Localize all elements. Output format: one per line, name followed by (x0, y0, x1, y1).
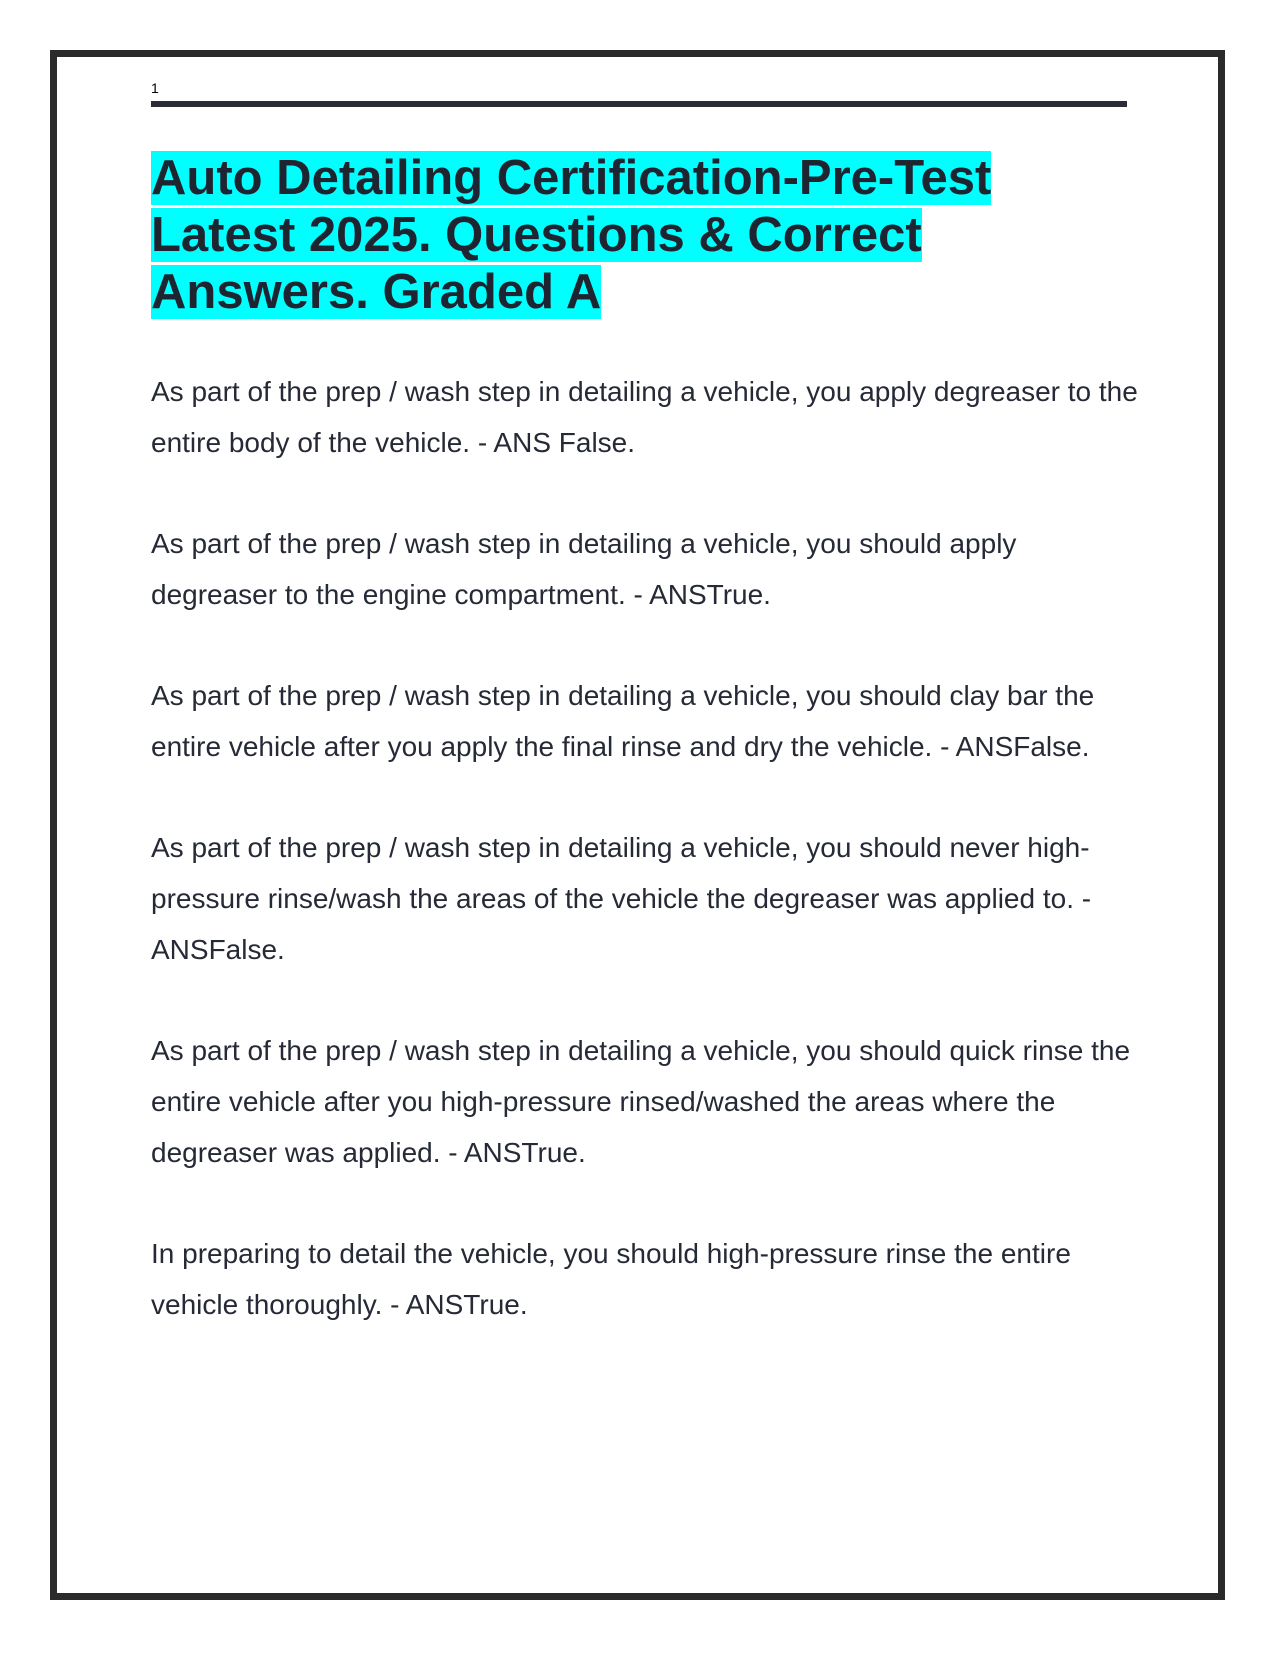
qa-item: As part of the prep / wash step in detailing a vehicle, you apply degreaser to the entire body of the vehicle. - ANS False. (151, 376, 1138, 458)
qa-item: As part of the prep / wash step in detailing a vehicle, you should never high-pressure rinse/wash the areas of the vehicle the degreaser was applied to. - ANSFalse. (151, 832, 1092, 965)
document-title-text: Auto Detailing Certification-Pre-Test Latest 2025. Questions & Correct Answers. Graded A (151, 151, 992, 319)
qa-list (151, 366, 1141, 1380)
qa-item: As part of the prep / wash step in detailing a vehicle, you should apply degreaser to the engine compartment. - ANSTrue. (151, 528, 1017, 610)
header-rule (151, 101, 1127, 107)
qa-item: As part of the prep / wash step in detailing a vehicle, you should quick rinse the entire vehicle after you high-pressure rinsed/washed the areas where the degreaser was applied. - ANSTrue. (151, 1035, 1131, 1168)
page-number: 1 (151, 80, 159, 96)
document-title (151, 150, 1051, 321)
qa-item: In preparing to detail the vehicle, you should high-pressure rinse the entire vehicle thoroughly. - ANSTrue. (151, 1238, 1071, 1320)
qa-item: As part of the prep / wash step in detailing a vehicle, you should clay bar the entire vehicle after you apply the final rinse and dry the vehicle. - ANSFalse. (151, 680, 1095, 762)
